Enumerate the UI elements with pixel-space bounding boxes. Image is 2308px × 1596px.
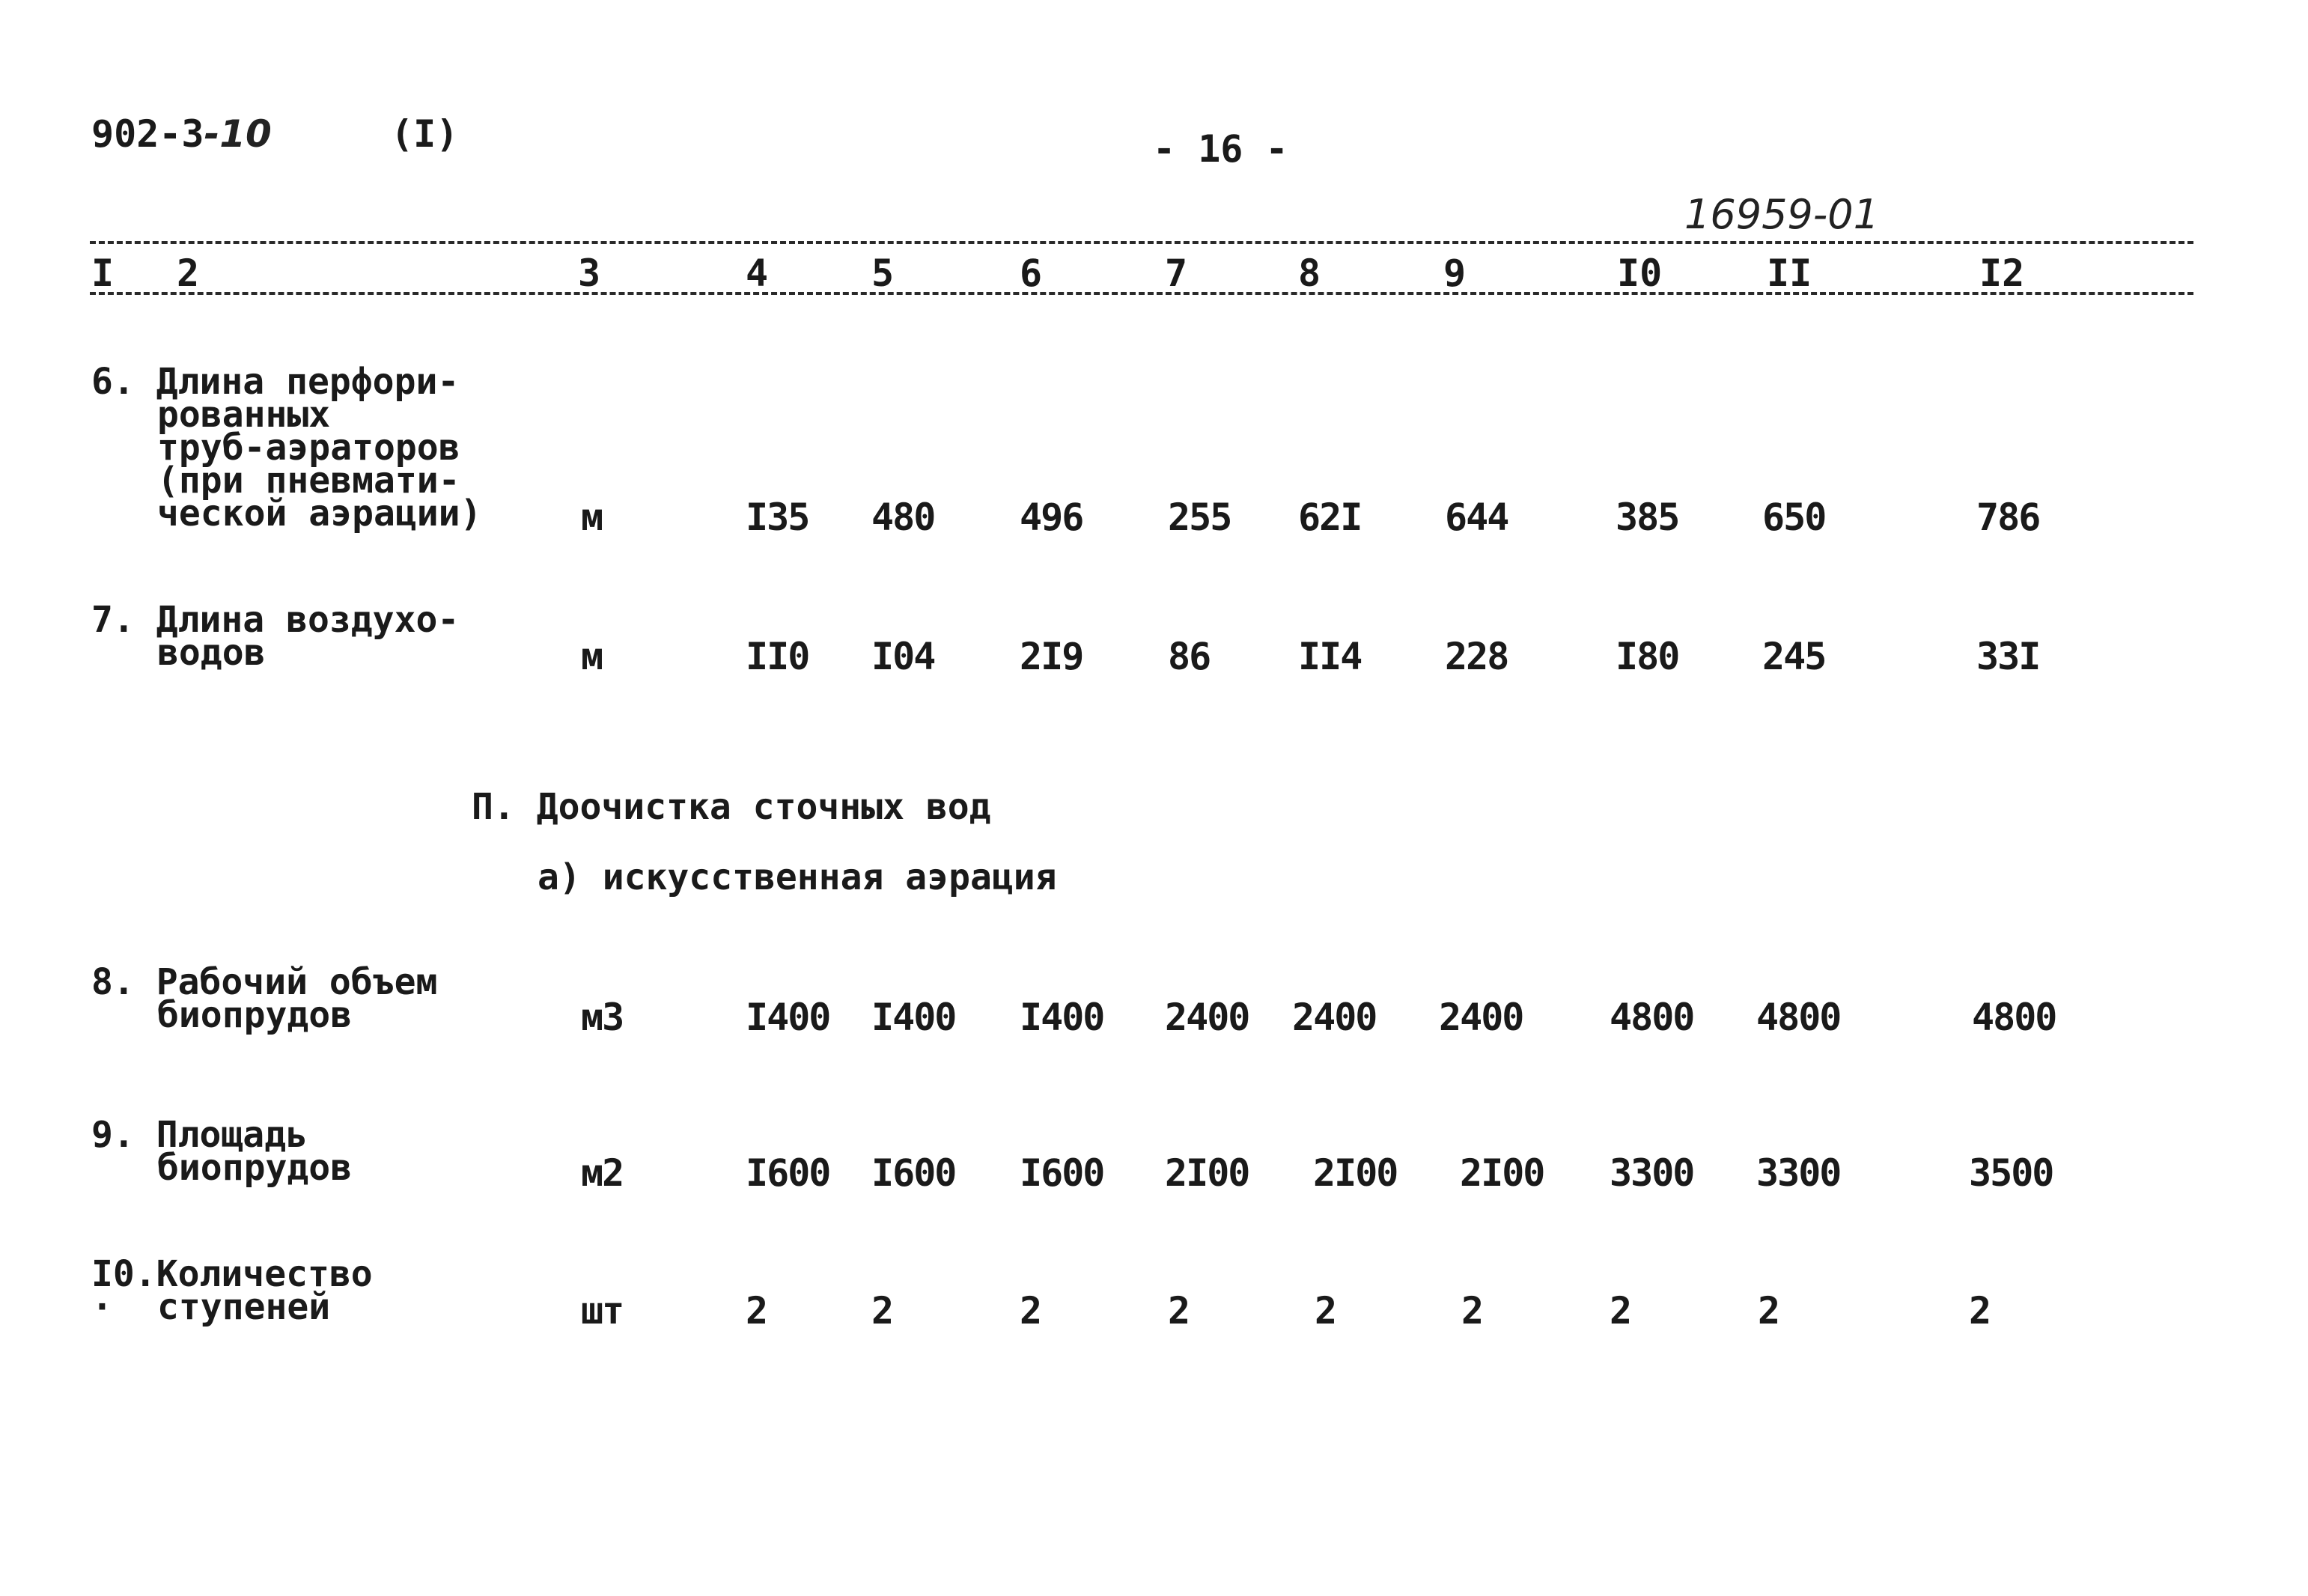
table-cell: 2 [1758,1289,1779,1332]
row-label-line: 8. Рабочий объем [91,961,438,1003]
table-cell: 4800 [1972,996,2056,1039]
col-header-11: II [1767,252,1812,295]
table-cell: 2 [1020,1289,1041,1332]
table-cell: 2 [871,1289,893,1332]
col-header-9: 9 [1443,252,1467,295]
row-unit: м3 [581,996,624,1039]
table-cell: 480 [871,496,935,539]
col-header-2: 2 [177,252,200,295]
table-cell: 2I00 [1165,1151,1249,1195]
stray-mark: · [91,1286,113,1328]
table-cell: 2 [1315,1289,1336,1332]
row-label-line: (при пневмати- [157,460,460,502]
row-unit: шт [581,1289,624,1332]
row-unit: м [581,635,603,678]
table-header-rule [90,292,2193,295]
table-cell: 228 [1445,635,1508,678]
handwritten-ref: 16959-01 [1684,191,1879,238]
page-number: - 16 - [1153,127,1288,171]
table-cell: 2 [1461,1289,1483,1332]
table-cell: 2400 [1292,996,1377,1039]
table-cell: I600 [746,1151,830,1195]
table-cell: 2 [1610,1289,1631,1332]
table-cell: 255 [1168,496,1231,539]
col-header-1: I [91,252,115,295]
col-header-6: 6 [1020,252,1043,295]
table-cell: 2I00 [1460,1151,1544,1195]
row-label-line: рованных [157,394,331,436]
table-cell: 2400 [1165,996,1249,1039]
table-row-label [91,1253,373,1328]
table-cell: I80 [1616,635,1679,678]
table-cell: 496 [1020,496,1083,539]
row-label-line [91,1286,373,1328]
row-label-line: труб-аэраторов [157,427,460,469]
section-title: П. Доочистка сточных вод [472,786,991,828]
doc-code-main: 902-3 [91,112,204,156]
row-label-line: 7. Длина воздухо- [91,599,460,641]
col-header-12: I2 [1979,252,2025,295]
table-cell: 245 [1762,635,1826,678]
table-cell: 385 [1616,496,1679,539]
doc-code-suffix: -10 [204,112,272,156]
row-label-line: 9. Площадь [91,1114,308,1156]
table-top-rule [90,241,2193,244]
row-label-line: ческой аэрации) [157,493,482,534]
table-row-label [91,961,438,1036]
row-label-line: биопрудов [157,1147,353,1189]
table-cell: 62I [1298,496,1362,539]
row-unit: м [581,496,603,539]
table-cell: 786 [1976,496,2040,539]
col-header-7: 7 [1165,252,1188,295]
row-label-text: ступеней [157,1286,331,1328]
table-cell: I35 [746,496,809,539]
col-header-4: 4 [746,252,769,295]
table-cell: I600 [871,1151,956,1195]
table-cell: I04 [871,635,935,678]
table-cell: 4800 [1610,996,1694,1039]
row-label-line: I0.Количество [91,1253,373,1295]
table-cell: 2I00 [1313,1151,1398,1195]
table-cell: I600 [1020,1151,1104,1195]
row-label-line: водов [157,632,266,674]
section-subtitle: а) искусственная аэрация [538,856,1057,898]
table-cell: 2400 [1439,996,1523,1039]
table-cell: 2 [746,1289,767,1332]
row-unit: м2 [581,1151,624,1195]
table-cell: 2 [1969,1289,1991,1332]
table-cell: II0 [746,635,809,678]
col-header-5: 5 [871,252,895,295]
table-cell: 3300 [1610,1151,1694,1195]
table-cell: 33I [1976,635,2040,678]
table-cell: 3500 [1969,1151,2053,1195]
row-label-line: биопрудов [157,994,353,1036]
col-header-10: I0 [1617,252,1663,295]
table-row-label [91,1114,353,1189]
table-cell: I400 [871,996,956,1039]
table-cell: I400 [1020,996,1104,1039]
table-cell: 4800 [1756,996,1841,1039]
table-cell: 86 [1168,635,1211,678]
table-cell: 2I9 [1020,635,1083,678]
col-header-8: 8 [1298,252,1321,295]
table-row-label [91,599,460,674]
doc-code [91,112,272,156]
table-cell: 644 [1445,496,1508,539]
table-cell: 3300 [1756,1151,1841,1195]
table-cell: 2 [1168,1289,1190,1332]
table-cell: I400 [746,996,830,1039]
table-cell: 650 [1762,496,1826,539]
table-row-label [91,361,482,534]
doc-part: (I) [391,112,459,156]
col-header-3: 3 [578,252,601,295]
row-label-line: 6. Длина перфори- [91,361,460,403]
table-cell: II4 [1298,635,1362,678]
